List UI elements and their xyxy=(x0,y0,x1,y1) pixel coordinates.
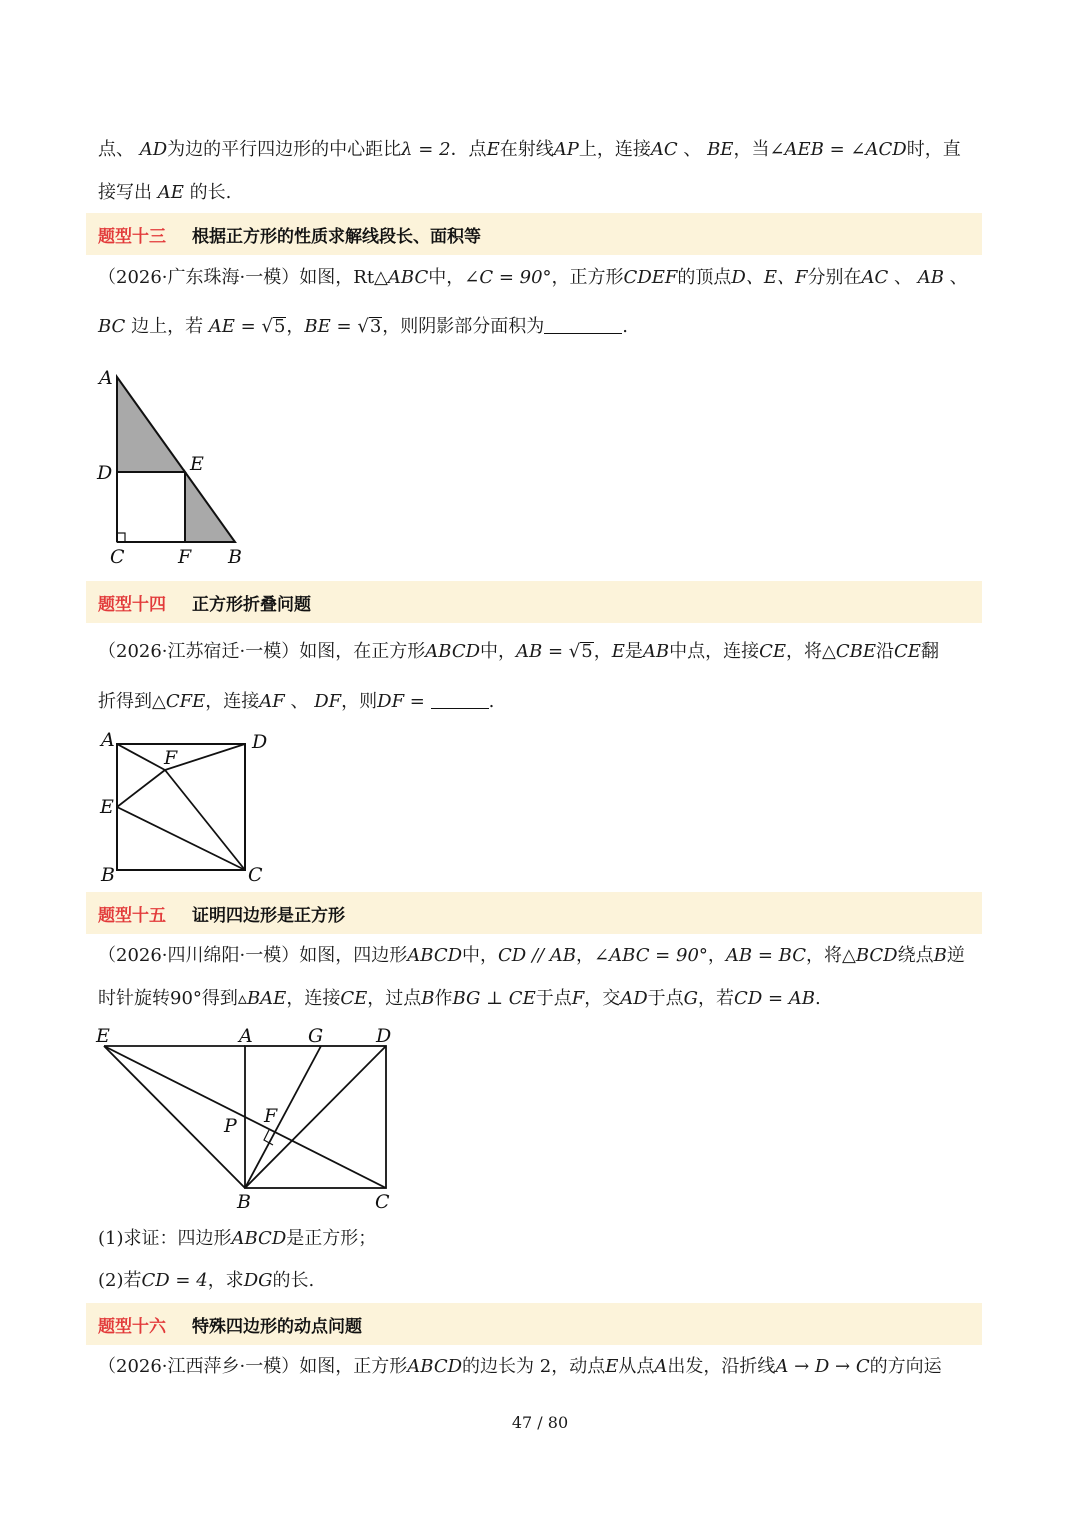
s15-line-1: （2026·四川绵阳·一模）如图，四边形ABCD中，CD // AB，∠ABC = 90°，AB = BC，将△BCD绕点B逆 xyxy=(98,945,965,966)
section-label: 题型十五 xyxy=(98,906,166,926)
fig-label-c: C xyxy=(110,546,125,568)
s15-question-1: (1)求证：四边形ABCD是正方形； xyxy=(98,1228,377,1249)
s14-line-2: 折得到△CFE，连接AF 、 DF，则DF = . xyxy=(98,691,495,712)
fig-label-e: E xyxy=(96,1025,110,1047)
carryover-line-2: 接写出 AE 的长. xyxy=(98,182,232,203)
section-title: 正方形折叠问题 xyxy=(192,595,311,615)
section-13-banner xyxy=(86,213,982,255)
fig-label-b: B xyxy=(237,1191,251,1213)
figure-rotation xyxy=(88,1022,408,1218)
fig-label-f: F xyxy=(178,546,192,568)
s16-line-1: （2026·江西萍乡·一模）如图，正方形ABCD的边长为 2，动点E从点A出发，沿折线A → D → C的方向运 xyxy=(98,1356,942,1377)
fig-label-c: C xyxy=(375,1191,390,1213)
section-title: 证明四边形是正方形 xyxy=(192,906,345,926)
section-title: 特殊四边形的动点问题 xyxy=(192,1317,362,1337)
section-16-banner xyxy=(86,1303,982,1345)
fig-label-g: G xyxy=(308,1025,324,1047)
section-label: 题型十三 xyxy=(98,227,166,247)
carryover-line-1: 点、 AD为边的平行四边形的中心距比λ = 2．点E在射线AP上，连接AC 、 BE，当∠AEB = ∠ACD时，直 xyxy=(98,139,961,160)
fig-label-b: B xyxy=(228,546,242,568)
section-label: 题型十六 xyxy=(98,1317,166,1337)
s13-line-1: （2026·广东珠海·一模）如图，Rt△ABC中，∠C = 90°，正方形CDEF的顶点D、E、F分别在AC 、 AB 、 xyxy=(98,267,968,288)
section-title: 根据正方形的性质求解线段长、面积等 xyxy=(192,227,481,247)
fig-label-e: E xyxy=(100,796,114,818)
fig-label-a: A xyxy=(101,729,115,751)
fig-label-a: A xyxy=(239,1025,253,1047)
fig-label-a: A xyxy=(99,367,113,389)
answer-blank xyxy=(431,690,489,709)
fig-label-c: C xyxy=(248,864,263,886)
fig-label-p: P xyxy=(224,1115,237,1137)
section-label: 题型十四 xyxy=(98,595,166,615)
fig-label-b: B xyxy=(101,864,115,886)
s15-line-2: 时针旋转90°得到▵BAE，连接CE，过点B作BG ⊥ CE于点F，交AD于点G，若CD = AB. xyxy=(98,988,821,1009)
fig-label-e: E xyxy=(190,453,204,475)
section-15-banner xyxy=(86,892,982,934)
s13-line-2: BC 边上，若 AE = √5，BE = √3，则阴影部分面积为 . xyxy=(98,316,628,337)
section-14-banner xyxy=(86,581,982,623)
s14-line-1: （2026·江苏宿迁·一模）如图，在正方形ABCD中，AB = √5，E是AB中点，连接CE，将△CBE沿CE翻 xyxy=(98,641,939,662)
answer-blank xyxy=(544,315,622,334)
fig-label-d: D xyxy=(376,1025,392,1047)
fig-label-d: D xyxy=(252,731,268,753)
figure-square-fold xyxy=(88,728,288,888)
fig-label-d: D xyxy=(97,462,113,484)
figure-right-triangle xyxy=(88,362,258,574)
page-number: 47 / 80 xyxy=(511,1413,569,1432)
fig-label-f: F xyxy=(164,747,178,769)
s15-question-2: (2)若CD = 4，求DG的长. xyxy=(98,1270,315,1291)
fig-label-f: F xyxy=(264,1105,278,1127)
